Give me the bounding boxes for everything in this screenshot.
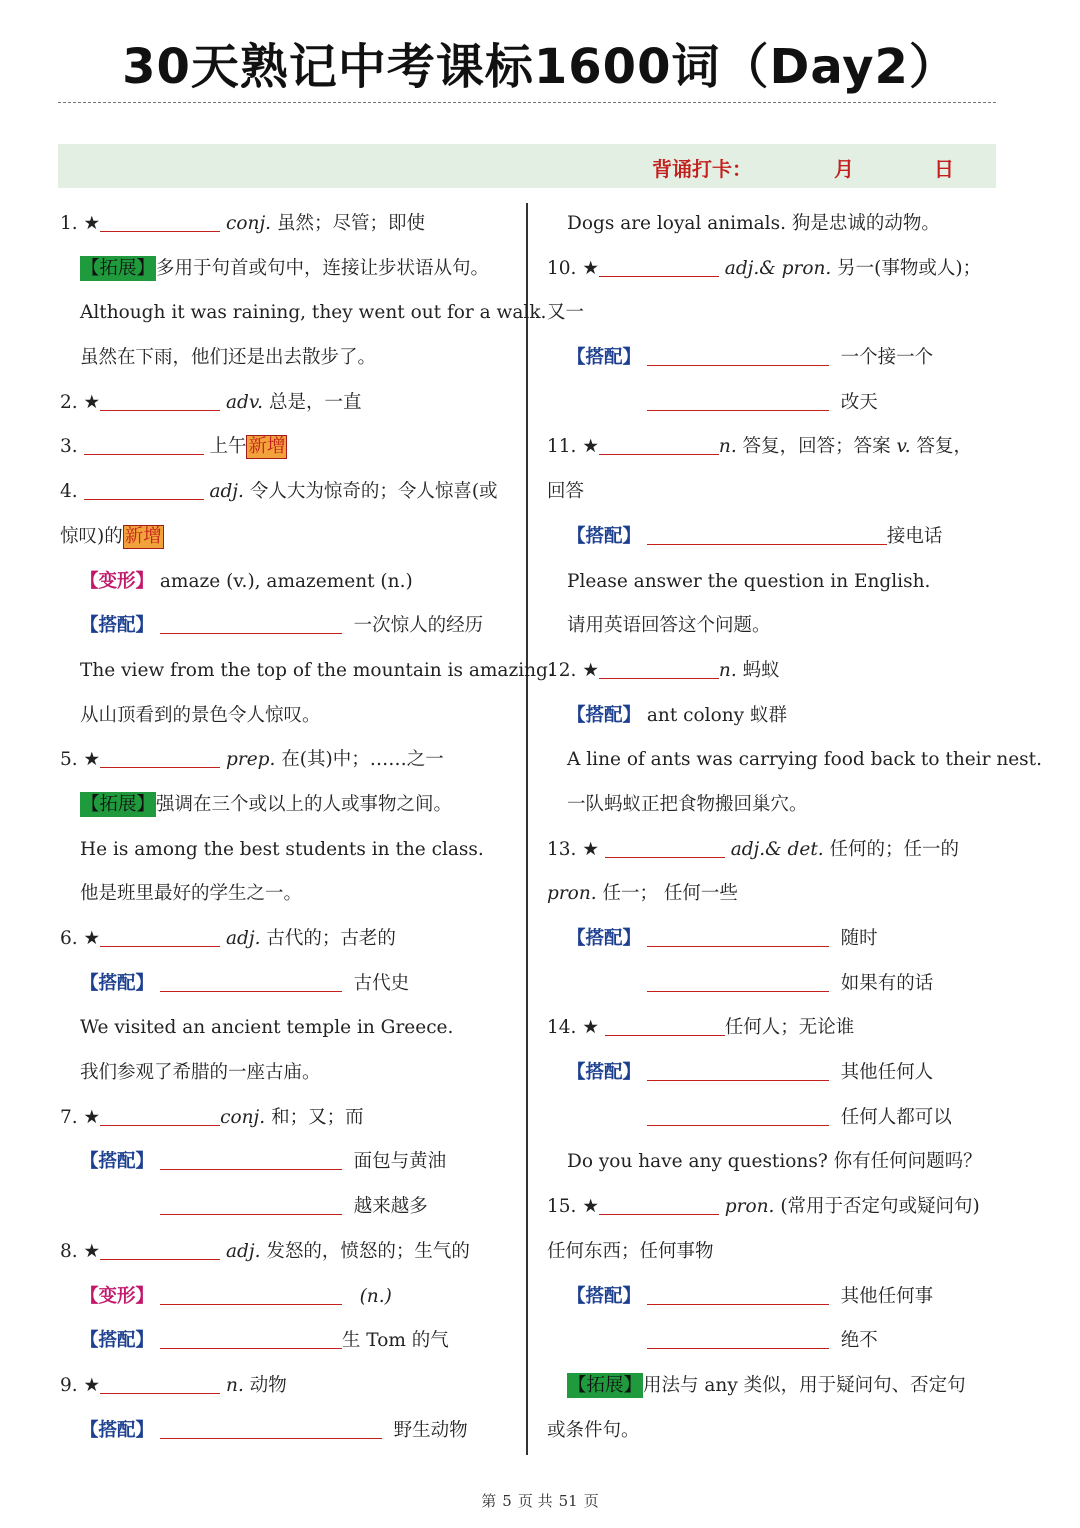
entry-5 [60, 738, 515, 783]
collocation-tag: 【搭配】 [80, 615, 155, 637]
meaning: 答复，回答；答案 [742, 436, 891, 458]
collocation-tag: 【搭配】 [80, 972, 155, 994]
star-icon: ★ [83, 749, 101, 771]
new-badge: 新增 [124, 525, 162, 547]
meaning: (常用于否定句或疑问句) [780, 1196, 980, 1218]
collocation-blank[interactable] [647, 965, 829, 992]
part-of-speech: adj. [226, 1240, 261, 1262]
entry-7 [60, 1096, 515, 1141]
entry-number: 3. [60, 436, 78, 458]
collocation-tag: 【搭配】 [567, 1062, 642, 1084]
meaning: 任何人；无论谁 [724, 1017, 855, 1039]
entry-number: 9. [60, 1374, 78, 1396]
part-of-speech: n. [718, 659, 737, 681]
word-blank[interactable] [84, 473, 204, 500]
meaning-cont: 惊叹)的 [60, 525, 123, 547]
form-text: amaze (v.), amazement (n.) [159, 570, 413, 592]
page-footer [0, 1490, 1080, 1511]
entry-1 [60, 202, 515, 247]
collocation-tag: 【搭配】 [567, 704, 642, 726]
new-badge: 新增 [248, 436, 286, 458]
collocation-blank[interactable] [160, 1188, 342, 1215]
word-blank[interactable] [100, 1233, 220, 1260]
right-column [547, 202, 1042, 1453]
collocation-blank[interactable] [647, 1099, 829, 1126]
word-blank[interactable] [100, 384, 220, 411]
entry-4-cont [60, 515, 515, 560]
part-of-speech-2: pron. [547, 883, 597, 905]
example-en: We visited an ancient temple in Greece. [80, 1017, 454, 1039]
part-of-speech: pron. [724, 1196, 775, 1218]
meaning: 上午 [209, 436, 247, 458]
footer-prefix: 第 [481, 1492, 497, 1510]
example-en: He is among the best students in the class. [80, 838, 484, 860]
entry-10 [547, 247, 1002, 292]
star-icon: ★ [582, 1196, 599, 1218]
star-icon: ★ [83, 1374, 101, 1396]
collocation-meaning: 越来越多 [353, 1196, 428, 1218]
collocation-blank[interactable] [160, 1412, 382, 1439]
expand-tag: 【拓展】 [81, 793, 156, 815]
meaning: 发怒的，愤怒的；生气的 [266, 1240, 470, 1262]
collocation-meaning: 接电话 [886, 525, 943, 547]
entry-11-cont: 回答 [547, 481, 585, 503]
entry-number: 15. [547, 1196, 577, 1218]
checkin-label: 背诵打卡： [652, 157, 752, 181]
entry-15 [547, 1185, 1002, 1230]
example-zh: 我们参观了希腊的一座古庙。 [80, 1062, 321, 1084]
form-blank[interactable] [160, 1278, 342, 1305]
entry-number: 10. [547, 257, 577, 279]
word-blank[interactable] [100, 1099, 220, 1126]
meaning-cont: 任一； 任何一些 [602, 883, 738, 905]
expand-note [60, 247, 515, 292]
expand-text: 多用于句首或句中，连接让步状语从句。 [156, 257, 490, 279]
star-icon: ★ [582, 436, 599, 458]
entry-9 [60, 1364, 515, 1409]
word-blank[interactable] [599, 1188, 719, 1215]
part-of-speech: n. [226, 1374, 244, 1396]
collocation-meaning: 古代史 [353, 972, 410, 994]
entry-8 [60, 1230, 515, 1275]
word-blank[interactable] [100, 1367, 220, 1394]
checkin-day: 日 [934, 157, 954, 181]
meaning: 总是，一直 [268, 391, 362, 413]
collocation-tag: 【搭配】 [567, 525, 642, 547]
word-blank[interactable] [599, 652, 719, 679]
entry-6 [60, 917, 515, 962]
meaning: 蚂蚁 [742, 659, 780, 681]
entry-number: 6. [60, 928, 78, 949]
entry-number: 2. [60, 391, 78, 413]
entry-2 [60, 381, 515, 426]
collocation-tag: 【搭配】 [80, 1330, 155, 1352]
expand-tag: 【拓展】 [81, 257, 156, 279]
part-of-speech: prep. [226, 749, 276, 771]
entry-number: 5. [60, 749, 78, 771]
collocation-meaning: 改天 [840, 391, 878, 413]
meaning: 和；又；而 [271, 1106, 364, 1128]
page-number: 5 [502, 1492, 512, 1510]
collocation-blank[interactable] [647, 1054, 829, 1081]
example-zh: 虽然在下雨，他们还是出去散步了。 [80, 347, 377, 369]
entry-12 [547, 649, 1002, 694]
example-zh: 从山顶看到的景色令人惊叹。 [80, 704, 321, 726]
part-of-speech: adj.& pron. [724, 257, 832, 279]
collocation-tag: 【搭配】 [567, 928, 642, 949]
star-icon: ★ [83, 1106, 101, 1128]
page-title: 30天熟记中考课标1600词（Day2） [122, 39, 958, 95]
collocation-meaning: 随时 [840, 928, 878, 949]
word-blank[interactable] [100, 741, 220, 768]
word-blank[interactable] [605, 1009, 725, 1036]
footer-suffix: 页 [583, 1492, 599, 1510]
collocation-meaning: 一个接一个 [840, 347, 934, 369]
collocation-meaning: 其他任何人 [840, 1062, 934, 1084]
part-of-speech: n. [718, 436, 737, 458]
word-blank[interactable] [100, 205, 220, 232]
word-blank[interactable] [84, 428, 204, 455]
collocation-blank[interactable] [647, 339, 829, 366]
meaning-verb: 答复， [916, 436, 973, 458]
expand-note [547, 1364, 1002, 1409]
collocation-blank[interactable] [647, 1278, 829, 1305]
collocation-meaning: 绝不 [840, 1330, 878, 1352]
collocation-blank[interactable] [647, 518, 887, 545]
meaning: 在(其)中；……之一 [281, 749, 444, 771]
checkin-month: 月 [834, 157, 854, 181]
collocation-blank[interactable] [160, 607, 342, 634]
collocation [60, 1140, 515, 1185]
part-of-speech: adj.& det. [730, 838, 824, 860]
meaning: 古代的；古老的 [266, 928, 396, 949]
entry-11 [547, 425, 1002, 470]
collocation-2 [60, 1185, 515, 1230]
collocation-blank[interactable] [647, 920, 829, 947]
entry-number: 13. [547, 838, 577, 860]
collocation-meaning: 一次惊人的经历 [353, 615, 484, 637]
form-note [60, 1275, 515, 1320]
collocation [547, 694, 1002, 739]
collocation-text: ant colony 蚁群 [646, 704, 787, 726]
example-en: A line of ants was carrying food back to their nest. [567, 749, 1042, 771]
example-en: Do you have any questions? 你有任何问题吗？ [567, 1151, 982, 1173]
form-tag: 【变形】 [80, 570, 155, 592]
entry-number: 1. [60, 213, 78, 234]
title-divider [58, 102, 996, 103]
collocation-blank[interactable] [160, 1143, 342, 1170]
collocation-meaning: 任何人都可以 [840, 1106, 952, 1128]
collocation-2 [547, 1096, 1002, 1141]
collocation-tag: 【搭配】 [567, 1285, 642, 1307]
entry-13 [547, 828, 1002, 873]
expand-tag: 【拓展】 [568, 1374, 643, 1396]
entry-3 [60, 425, 515, 470]
collocation [547, 1275, 1002, 1320]
collocation [547, 917, 1002, 962]
collocation [60, 1319, 515, 1364]
word-blank[interactable] [100, 920, 220, 947]
entry-number: 14. [547, 1017, 577, 1039]
example-en: Dogs are loyal animals. 狗是忠诚的动物。 [567, 213, 940, 234]
collocation-blank[interactable] [647, 1322, 829, 1349]
collocation-meaning: 如果有的话 [840, 972, 934, 994]
entry-number: 7. [60, 1106, 78, 1128]
star-icon: ★ [582, 659, 599, 681]
collocation-meaning: 生 Tom 的气 [341, 1330, 449, 1352]
star-icon: ★ [582, 257, 599, 279]
collocation [60, 1409, 515, 1454]
collocation-2 [547, 1319, 1002, 1364]
meaning: 令人大为惊奇的；令人惊喜(或 [249, 481, 498, 503]
star-icon: ★ [582, 1017, 599, 1039]
example-en: Please answer the question in English. [567, 570, 931, 592]
word-blank[interactable] [605, 831, 725, 858]
collocation-tag: 【搭配】 [567, 347, 642, 369]
column-divider [526, 203, 528, 1455]
expand-text: 用法与 any 类似，用于疑问句、否定句 [643, 1374, 966, 1396]
example-zh: 请用英语回答这个问题。 [567, 615, 771, 637]
collocation-meaning: 野生动物 [393, 1419, 468, 1441]
collocation [547, 1051, 1002, 1096]
collocation-blank[interactable] [160, 1322, 342, 1349]
word-blank[interactable] [599, 250, 719, 277]
form-pos: (n.) [359, 1285, 392, 1307]
star-icon: ★ [83, 928, 101, 949]
collocation [547, 336, 1002, 381]
part-of-speech-2: v. [896, 436, 911, 458]
expand-note-cont: 或条件句。 [547, 1419, 640, 1441]
part-of-speech: conj. [220, 1106, 266, 1128]
part-of-speech: conj. [226, 213, 272, 234]
entry-number: 4. [60, 481, 78, 503]
entry-number: 8. [60, 1240, 78, 1262]
meaning: 任何的；任一的 [829, 838, 960, 860]
entry-4 [60, 470, 515, 515]
entry-13-cont [547, 872, 1002, 917]
collocation-tag: 【搭配】 [80, 1419, 155, 1441]
collocation [547, 515, 1002, 560]
collocation [60, 962, 515, 1007]
example-en: Although it was raining, they went out for a walk. [80, 302, 547, 324]
part-of-speech: adj. [209, 481, 244, 503]
collocation-blank[interactable] [160, 965, 342, 992]
part-of-speech: adj. [226, 928, 261, 949]
example-en: The view from the top of the mountain is amazing. [80, 659, 554, 681]
meaning: 另一(事物或人)； [837, 257, 982, 279]
star-icon: ★ [83, 213, 101, 234]
entry-14 [547, 1006, 1002, 1051]
collocation-2 [547, 381, 1002, 426]
example-zh: 他是班里最好的学生之一。 [80, 883, 303, 905]
checkin-bar [58, 144, 996, 188]
form-tag: 【变形】 [80, 1285, 155, 1307]
entry-15-cont: 任何东西；任何事物 [547, 1240, 714, 1262]
word-blank[interactable] [599, 428, 719, 455]
expand-text: 强调在三个或以上的人或事物之间。 [156, 793, 453, 815]
star-icon: ★ [582, 838, 599, 860]
meaning: 虽然；尽管；即使 [276, 213, 425, 234]
form-note [60, 560, 515, 605]
example-zh: 一队蚂蚁正把食物搬回巢穴。 [567, 793, 808, 815]
expand-note [60, 783, 515, 828]
collocation-tag: 【搭配】 [80, 1151, 155, 1173]
footer-mid: 页 共 [517, 1492, 553, 1510]
entry-number: 12. [547, 659, 577, 681]
entry-number: 11. [547, 436, 577, 458]
collocation [60, 604, 515, 649]
meaning: 动物 [249, 1374, 287, 1396]
collocation-blank[interactable] [647, 384, 829, 411]
collocation-meaning: 其他任何事 [840, 1285, 934, 1307]
star-icon: ★ [83, 391, 101, 413]
entry-10-cont: 又一 [547, 302, 585, 324]
total-pages: 51 [558, 1492, 578, 1510]
part-of-speech: adv. [226, 391, 264, 413]
collocation-2 [547, 962, 1002, 1007]
collocation-meaning: 面包与黄油 [353, 1151, 447, 1173]
left-column [60, 202, 554, 1453]
star-icon: ★ [83, 1240, 101, 1262]
